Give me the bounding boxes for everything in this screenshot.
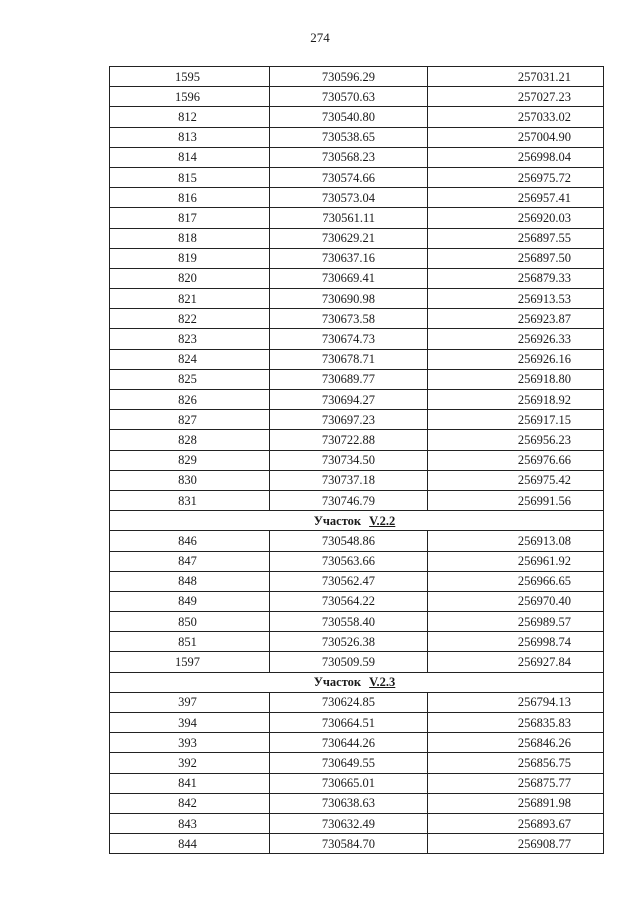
x-coordinate-cell: 730697.23 [270,410,428,430]
table-row [110,87,604,107]
point-number-cell: 849 [110,591,270,611]
y-coordinate-cell: 256966.65 [428,571,604,591]
table-row [110,309,604,329]
y-coordinate-cell: 256918.80 [428,369,604,389]
table-row [110,531,604,551]
x-coordinate-cell: 730632.49 [270,813,428,833]
x-coordinate-cell: 730540.80 [270,107,428,127]
y-coordinate-cell: 256917.15 [428,410,604,430]
table-row [110,551,604,571]
y-coordinate-cell: 256970.40 [428,591,604,611]
table-row [110,167,604,187]
point-number-cell: 829 [110,450,270,470]
table-row [110,450,604,470]
section-header [110,672,604,692]
table-row [110,369,604,389]
point-number-cell: 820 [110,268,270,288]
x-coordinate-cell: 730737.18 [270,470,428,490]
x-coordinate-cell: 730548.86 [270,531,428,551]
y-coordinate-cell: 256927.84 [428,652,604,672]
table-row [110,632,604,652]
point-number-cell: 813 [110,127,270,147]
table-row [110,349,604,369]
point-number-cell: 841 [110,773,270,793]
point-number-cell: 822 [110,309,270,329]
table-row [110,268,604,288]
point-number-cell: 817 [110,208,270,228]
y-coordinate-cell: 256961.92 [428,551,604,571]
y-coordinate-cell: 257027.23 [428,87,604,107]
point-number-cell: 823 [110,329,270,349]
y-coordinate-cell: 256891.98 [428,793,604,813]
point-number-cell: 392 [110,753,270,773]
y-coordinate-cell: 256856.75 [428,753,604,773]
y-coordinate-cell: 256913.08 [428,531,604,551]
coordinates-table-body [110,67,604,854]
y-coordinate-cell: 256920.03 [428,208,604,228]
point-number-cell: 821 [110,289,270,309]
table-row [110,289,604,309]
y-coordinate-cell: 256897.50 [428,248,604,268]
x-coordinate-cell: 730638.63 [270,793,428,813]
table-row [110,692,604,712]
point-number-cell: 831 [110,490,270,510]
x-coordinate-cell: 730664.51 [270,713,428,733]
point-number-cell: 824 [110,349,270,369]
table-row [110,470,604,490]
point-number-cell: 828 [110,430,270,450]
x-coordinate-cell: 730568.23 [270,147,428,167]
table-row [110,248,604,268]
y-coordinate-cell: 256846.26 [428,733,604,753]
x-coordinate-cell: 730624.85 [270,692,428,712]
section-word: Участок [313,513,362,528]
section-header [110,511,604,531]
table-row [110,390,604,410]
table-row [110,147,604,167]
x-coordinate-cell: 730573.04 [270,188,428,208]
x-coordinate-cell: 730674.73 [270,329,428,349]
y-coordinate-cell: 256835.83 [428,713,604,733]
table-row [110,430,604,450]
x-coordinate-cell: 730649.55 [270,753,428,773]
table-row [110,107,604,127]
table-row [110,188,604,208]
y-coordinate-cell: 257004.90 [428,127,604,147]
table-row [110,733,604,753]
table-row [110,612,604,632]
point-number-cell: 844 [110,834,270,854]
point-number-cell: 850 [110,612,270,632]
y-coordinate-cell: 256957.41 [428,188,604,208]
x-coordinate-cell: 730694.27 [270,390,428,410]
y-coordinate-cell: 256975.42 [428,470,604,490]
section-code: V.2.2 [369,513,396,528]
x-coordinate-cell: 730596.29 [270,67,428,87]
y-coordinate-cell: 256998.04 [428,147,604,167]
point-number-cell: 1596 [110,87,270,107]
section-header-row [110,511,604,531]
y-coordinate-cell: 256794.13 [428,692,604,712]
y-coordinate-cell: 256926.33 [428,329,604,349]
table-row [110,228,604,248]
y-coordinate-cell: 256989.57 [428,612,604,632]
y-coordinate-cell: 256975.72 [428,167,604,187]
table-row [110,753,604,773]
x-coordinate-cell: 730722.88 [270,430,428,450]
coordinates-table [109,66,604,854]
table-row [110,127,604,147]
x-coordinate-cell: 730665.01 [270,773,428,793]
y-coordinate-cell: 257033.02 [428,107,604,127]
y-coordinate-cell: 256926.16 [428,349,604,369]
x-coordinate-cell: 730678.71 [270,349,428,369]
x-coordinate-cell: 730562.47 [270,571,428,591]
table-row [110,410,604,430]
table-row [110,713,604,733]
point-number-cell: 394 [110,713,270,733]
table-row [110,813,604,833]
table-row [110,208,604,228]
x-coordinate-cell: 730734.50 [270,450,428,470]
x-coordinate-cell: 730563.66 [270,551,428,571]
point-number-cell: 825 [110,369,270,389]
x-coordinate-cell: 730509.59 [270,652,428,672]
x-coordinate-cell: 730690.98 [270,289,428,309]
point-number-cell: 827 [110,410,270,430]
table-row [110,652,604,672]
x-coordinate-cell: 730584.70 [270,834,428,854]
x-coordinate-cell: 730570.63 [270,87,428,107]
x-coordinate-cell: 730526.38 [270,632,428,652]
x-coordinate-cell: 730629.21 [270,228,428,248]
table-row [110,490,604,510]
point-number-cell: 1597 [110,652,270,672]
x-coordinate-cell: 730669.41 [270,268,428,288]
page-number: 274 [310,30,330,45]
x-coordinate-cell: 730574.66 [270,167,428,187]
point-number-cell: 815 [110,167,270,187]
y-coordinate-cell: 256991.56 [428,490,604,510]
x-coordinate-cell: 730558.40 [270,612,428,632]
table-row [110,591,604,611]
section-code: V.2.3 [369,675,396,690]
table-row [110,67,604,87]
point-number-cell: 847 [110,551,270,571]
y-coordinate-cell: 256908.77 [428,834,604,854]
point-number-cell: 393 [110,733,270,753]
point-number-cell: 830 [110,470,270,490]
y-coordinate-cell: 257031.21 [428,67,604,87]
point-number-cell: 818 [110,228,270,248]
table-row [110,773,604,793]
point-number-cell: 843 [110,813,270,833]
point-number-cell: 816 [110,188,270,208]
y-coordinate-cell: 256923.87 [428,309,604,329]
y-coordinate-cell: 256897.55 [428,228,604,248]
point-number-cell: 846 [110,531,270,551]
x-coordinate-cell: 730538.65 [270,127,428,147]
y-coordinate-cell: 256879.33 [428,268,604,288]
point-number-cell: 842 [110,793,270,813]
x-coordinate-cell: 730564.22 [270,591,428,611]
section-word: Участок [313,675,362,690]
x-coordinate-cell: 730561.11 [270,208,428,228]
y-coordinate-cell: 256875.77 [428,773,604,793]
y-coordinate-cell: 256976.66 [428,450,604,470]
point-number-cell: 814 [110,147,270,167]
point-number-cell: 851 [110,632,270,652]
y-coordinate-cell: 256956.23 [428,430,604,450]
table-row [110,834,604,854]
point-number-cell: 812 [110,107,270,127]
point-number-cell: 848 [110,571,270,591]
x-coordinate-cell: 730746.79 [270,490,428,510]
table-row [110,329,604,349]
y-coordinate-cell: 256918.92 [428,390,604,410]
x-coordinate-cell: 730689.77 [270,369,428,389]
y-coordinate-cell: 256913.53 [428,289,604,309]
x-coordinate-cell: 730673.58 [270,309,428,329]
table-row [110,793,604,813]
y-coordinate-cell: 256998.74 [428,632,604,652]
x-coordinate-cell: 730644.26 [270,733,428,753]
point-number-cell: 819 [110,248,270,268]
point-number-cell: 1595 [110,67,270,87]
table-row [110,571,604,591]
point-number-cell: 826 [110,390,270,410]
y-coordinate-cell: 256893.67 [428,813,604,833]
point-number-cell: 397 [110,692,270,712]
section-header-row [110,672,604,692]
x-coordinate-cell: 730637.16 [270,248,428,268]
